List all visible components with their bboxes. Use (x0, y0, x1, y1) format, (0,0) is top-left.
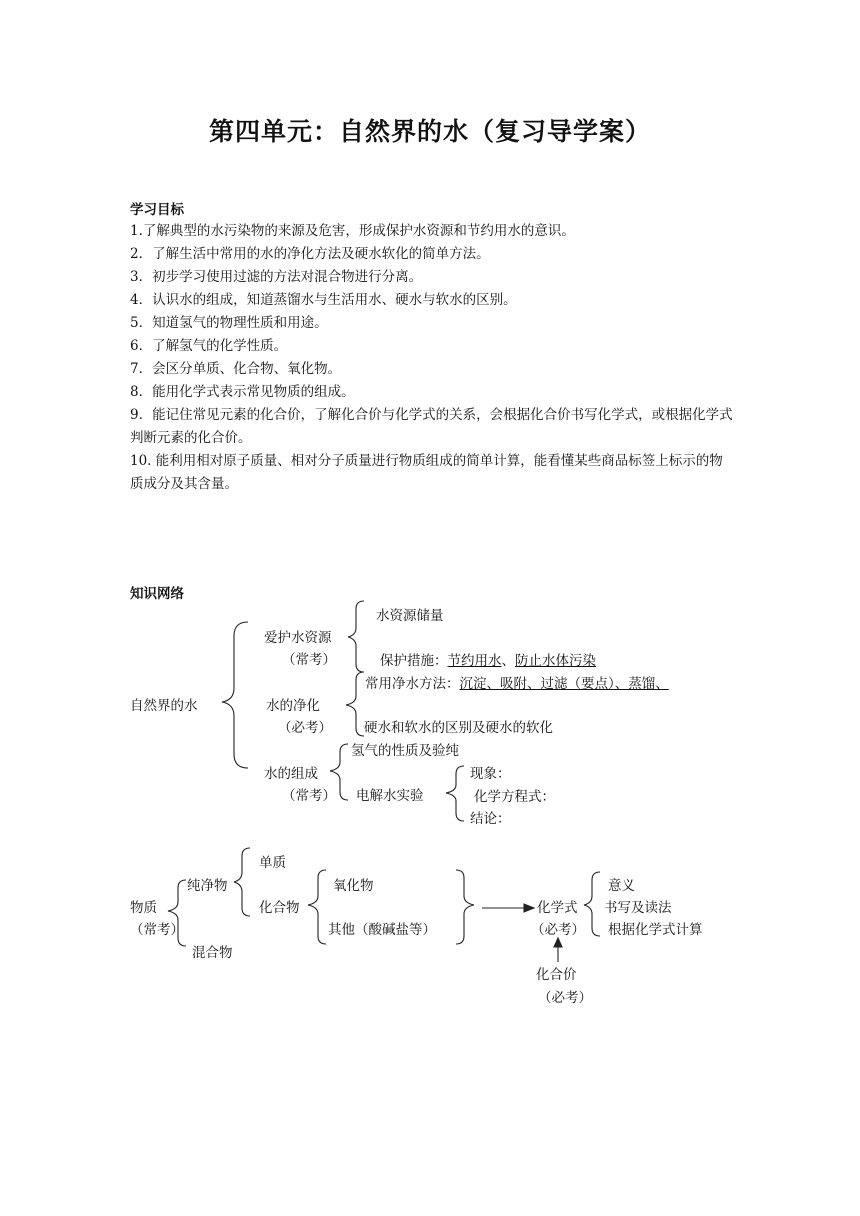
electrolysis-conclusion: 结论： (470, 811, 511, 827)
brace-electrolysis (446, 766, 464, 821)
composition-item-electrolysis: 电解水实验 (356, 788, 424, 804)
matter-root: 物质 (130, 900, 157, 916)
brace-formula (584, 872, 600, 936)
electrolysis-phenomenon: 现象： (470, 766, 511, 782)
protect-item-reserves: 水资源储量 (376, 608, 444, 624)
formula-meaning: 意义 (608, 878, 635, 894)
brace-composition (330, 744, 348, 800)
goal-item: 2．了解生活中常用的水的净化方法及硬水软化的简单方法。 (130, 246, 490, 262)
page-title: 第四单元：自然界的水（复习导学案） (208, 117, 651, 146)
matter-root-tag: （常考） (130, 922, 184, 938)
matter-oxide: 氧化物 (333, 878, 374, 894)
formula-write-read: 书写及读法 (604, 900, 672, 916)
goal-item: 6．了解氢气的化学性质。 (130, 338, 288, 354)
goal-item: 1.了解典型的水污染物的来源及危害，形成保护水资源和节约用水的意识。 (130, 223, 575, 239)
network-root: 自然界的水 (130, 698, 198, 714)
matter-pure: 纯净物 (187, 878, 228, 894)
composition-label: 水的组成 (264, 766, 318, 782)
network-heading: 知识网络 (130, 586, 184, 602)
arrowhead-valence (554, 938, 562, 947)
brace-compound (308, 870, 326, 944)
matter-other: 其他（酸碱盐等） (328, 922, 436, 938)
brace-compound-close (456, 870, 474, 944)
goal-item: 8．能用化学式表示常见物质的组成。 (130, 384, 355, 400)
matter-valence: 化合价 (536, 967, 577, 983)
brace-purify (346, 672, 364, 736)
goal-item: 4．认识水的组成，知道蒸馏水与生活用水、硬水与软水的区别。 (130, 292, 517, 308)
protect-tag: （常考） (282, 652, 336, 668)
arrowhead-formula (524, 904, 534, 912)
protect-item-measures: 保护措施：节约用水、防止水体污染 (380, 653, 596, 669)
formula-calc: 根据化学式计算 (608, 922, 703, 938)
goal-item: 9．能记住常见元素的化合价，了解化合价与化学式的关系，会根据化合价书写化学式，或根据化学式判断元素的化合价。 (130, 407, 733, 446)
matter-compound: 化合物 (259, 900, 300, 916)
matter-formula-tag: （必考） (531, 922, 585, 938)
goal-item: 5．知道氢气的物理性质和用途。 (130, 315, 328, 331)
purify-label: 水的净化 (266, 698, 320, 714)
purify-item-methods: 常用净水方法：沉淀、吸附、过滤（要点）、蒸馏、 (365, 676, 669, 692)
matter-valence-tag: （必考） (538, 990, 592, 1006)
matter-formula: 化学式 (537, 900, 578, 916)
brace-pure (234, 848, 250, 916)
brace-root (222, 622, 248, 768)
matter-mixture: 混合物 (192, 945, 233, 961)
purify-item-hardness: 硬水和软水的区别及硬水的软化 (364, 720, 553, 736)
protect-label: 爱护水资源 (264, 630, 332, 646)
brace-matter (168, 880, 186, 946)
goal-item: 7．会区分单质、化合物、氧化物。 (130, 361, 342, 377)
electrolysis-equation: 化学方程式： (474, 789, 555, 805)
goal-item: 10. 能利用相对原子质量、相对分子质量进行物质组成的简单计算，能看懂某些商品标签上标示的物质成分及其含量。 (130, 453, 723, 492)
composition-tag: （常考） (282, 788, 336, 804)
brace-protect (348, 601, 364, 672)
goal-item: 3．初步学习使用过滤的方法对混合物进行分离。 (130, 269, 423, 285)
purify-tag: （必考） (278, 720, 332, 736)
goals-heading: 学习目标 (130, 202, 184, 218)
matter-element: 单质 (259, 855, 286, 871)
composition-item-hydrogen: 氢气的性质及验纯 (351, 743, 459, 759)
